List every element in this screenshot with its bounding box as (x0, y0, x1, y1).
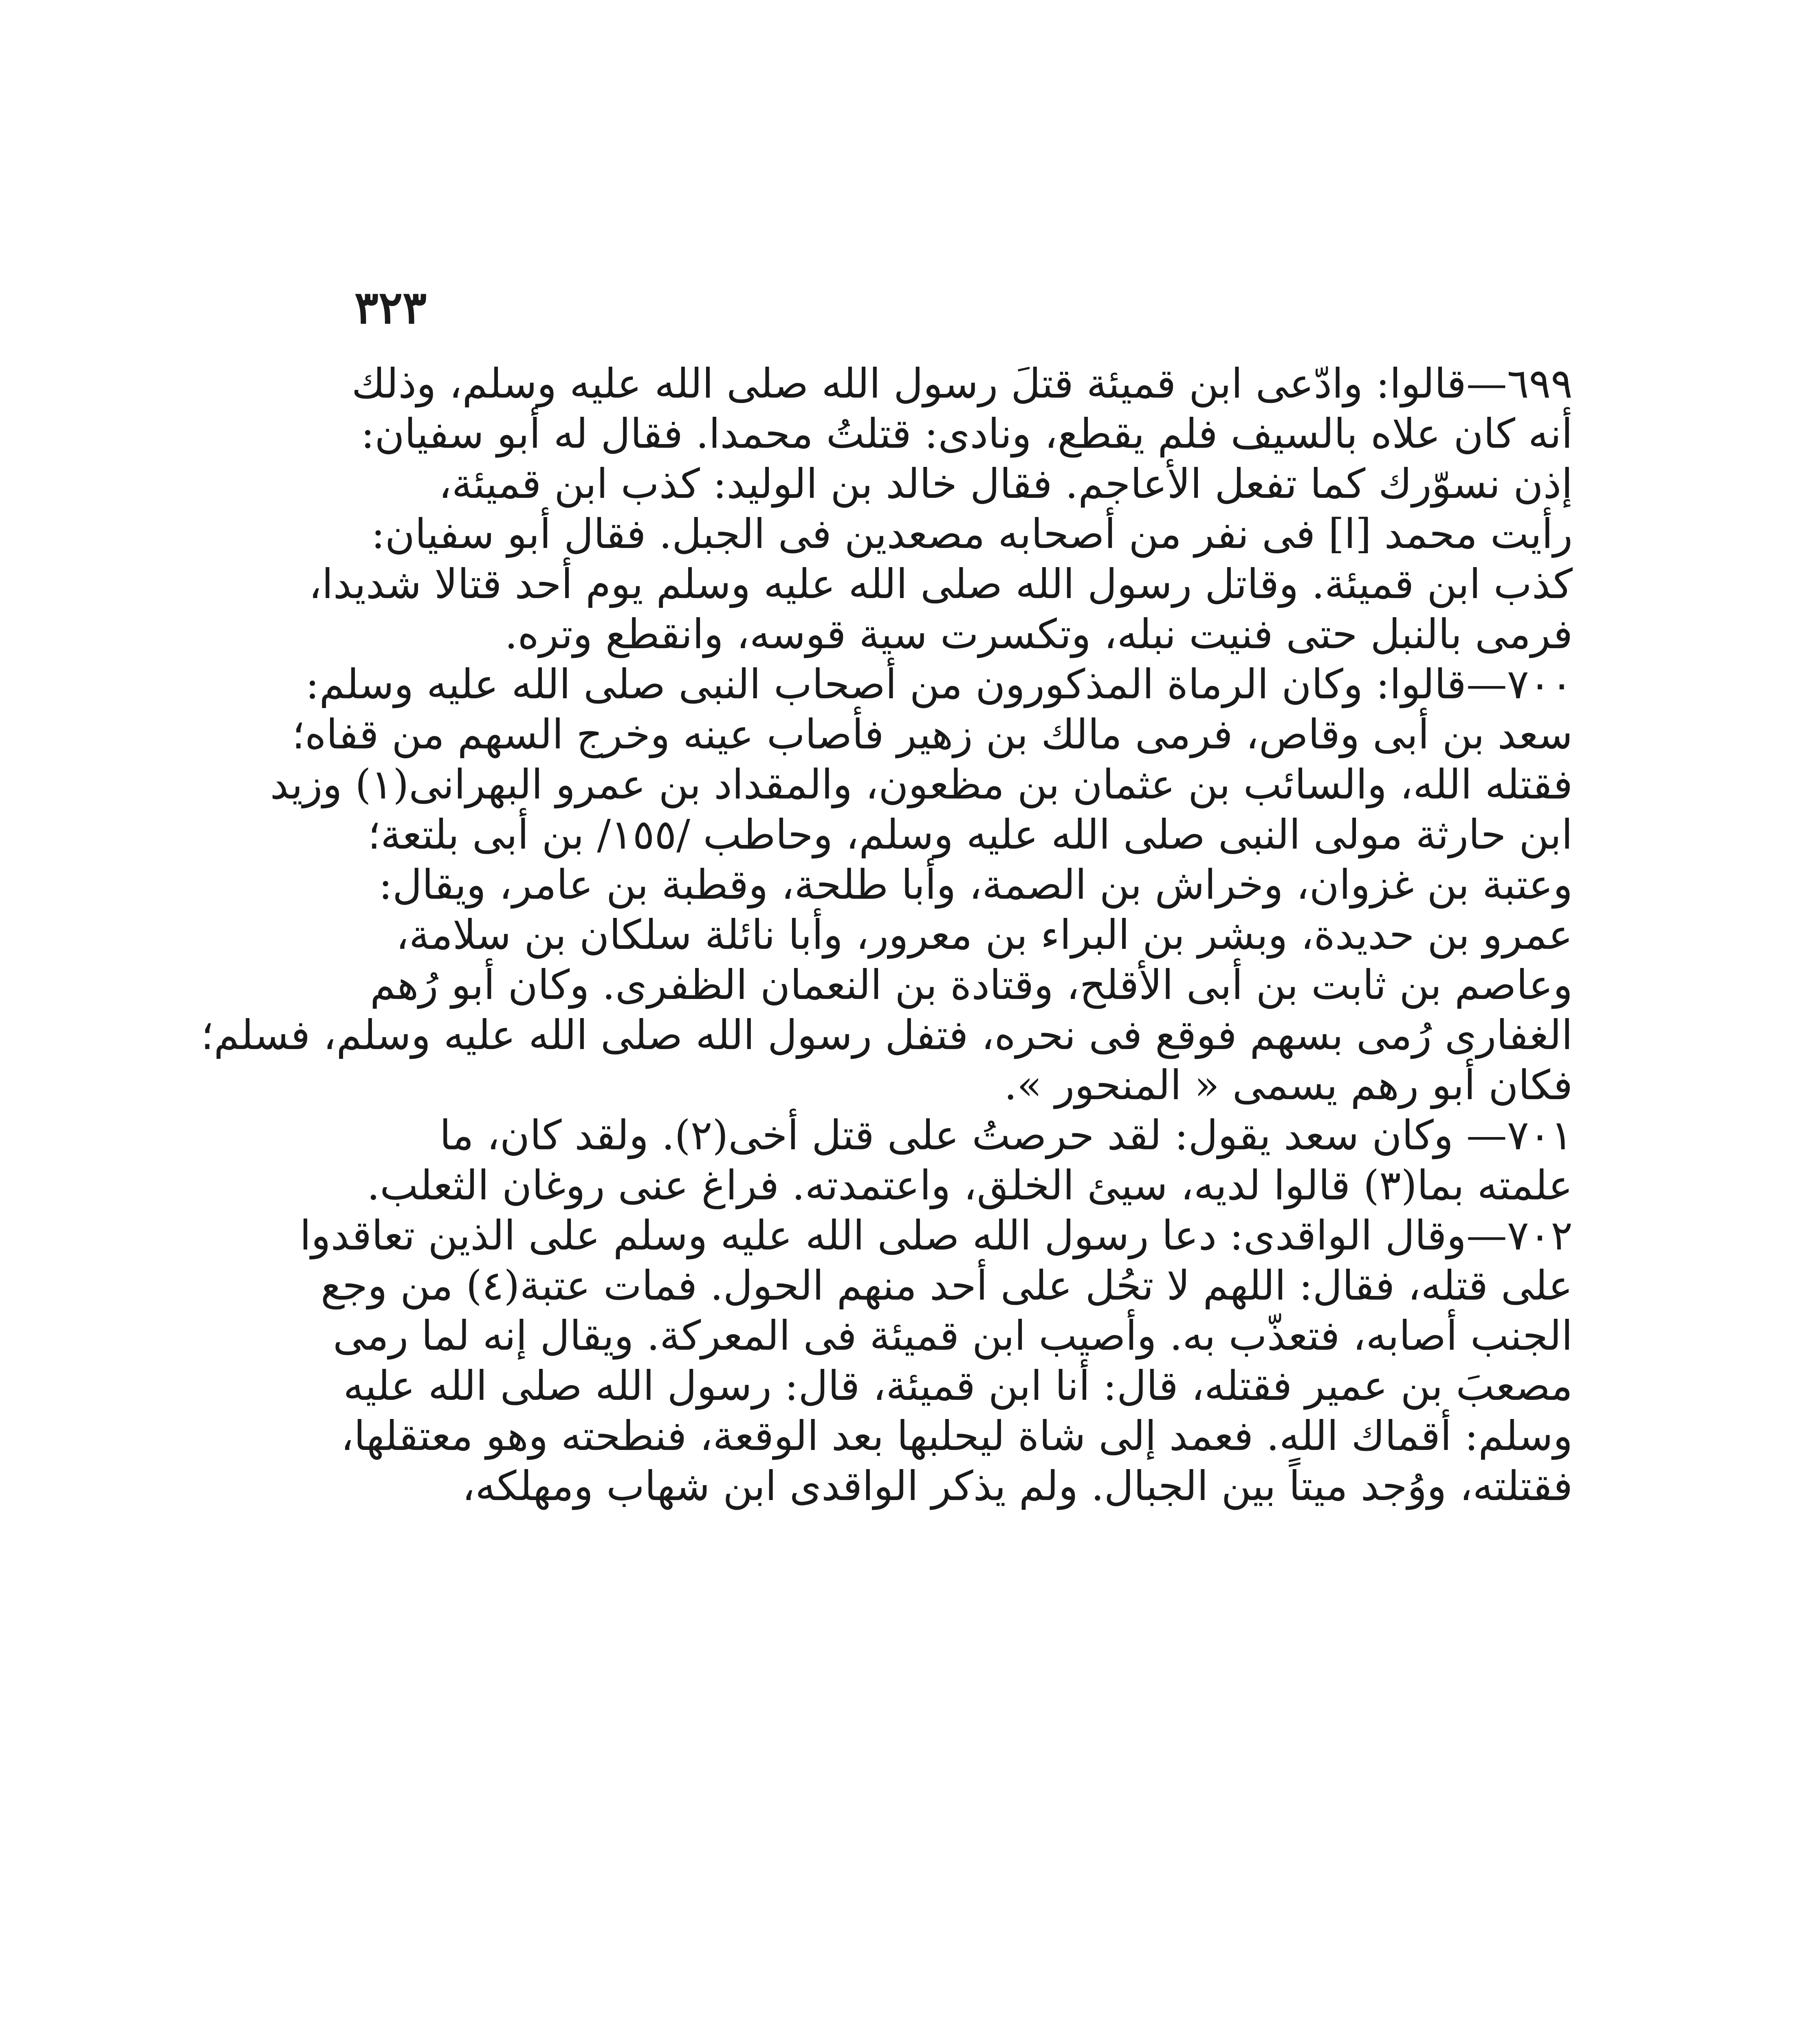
text-line: عمرو بن حديدة، وبشر بن البراء بن معرور، وأبا نائلة سلكان بن سلامة، (396, 911, 1573, 959)
text-line: ٦٩٩—قالوا: وادّعى ابن قميئة قتلَ رسول الله صلى الله عليه وسلم، وذلك (351, 360, 1573, 407)
text-line: ٧٠١— وكان سعد يقول: لقد حرصتُ على قتل أخى(٢). ولقد كان، ما (439, 1111, 1573, 1159)
text-line: ٧٠٢—وقال الواقدى: دعا رسول الله صلى الله عليه وسلم على الذين تعاقدوا (299, 1212, 1573, 1259)
text-line: فرمى بالنبل حتى فنيت نبله، وتكسرت سية قوسه، وانقطع وتره. (504, 610, 1573, 658)
main-text (200, 359, 1573, 1511)
text-line: سعد بن أبى وقاص، فرمى مالك بن زهير فأصاب عينه وخرج السهم من قفاه؛ (292, 711, 1573, 758)
text-line: كذب ابن قميئة. وقاتل رسول الله صلى الله عليه وسلم يوم أحد قتالا شديدا، (308, 560, 1573, 608)
text-line: على قتله، فقال: اللهم لا تحُل على أحد منهم الحول. فمات عتبة(٤) من وجع (321, 1262, 1573, 1309)
text-line: فقتله الله، والسائب بن عثمان بن مظعون، والمقداد بن عمرو البهرانى(١) وزيد (270, 761, 1573, 808)
text-line: الغفارى رُمى بسهم فوقع فى نحره، فتفل رسول الله صلى الله عليه وسلم، فسلم؛ (200, 1011, 1573, 1059)
text-line: الجنب أصابه، فتعذّب به. وأصيب ابن قميئة فى المعركة. ويقال إنه لما رمى (333, 1312, 1573, 1359)
text-line: وسلم: أقماك الله. فعمد إلى شاة ليحلبها بعد الوقعة، فنطحته وهو معتقلها، (341, 1412, 1573, 1460)
text-line: مصعبَ بن عمير فقتله، قال: أنا ابن قميئة، قال: رسول الله صلى الله عليه (343, 1362, 1573, 1410)
text-line: أنه كان علاه بالسيف فلم يقطع، ونادى: قتلتُ محمدا. فقال له أبو سفيان: (361, 410, 1573, 458)
page-number: ٣٢٣ (354, 281, 427, 334)
text-line: وعاصم بن ثابت بن أبى الأقلح، وقتادة بن النعمان الظفرى. وكان أبو رُهم (370, 961, 1573, 1009)
text-line: رأيت محمد [ا] فى نفر من أصحابه مصعدين فى الجبل. فقال أبو سفيان: (371, 510, 1573, 558)
text-line: فكان أبو رهم يسمى « المنحور ». (1004, 1061, 1573, 1109)
text-line: علمته بما(٣) قالوا لديه، سيئ الخلق، واعتمدته. فراغ عنى روغان الثعلب. (367, 1161, 1573, 1209)
text-line: إذن نسوّرك كما تفعل الأعاجم. فقال خالد بن الوليد: كذب ابن قميئة، (438, 460, 1573, 508)
text-line: فقتلته، ووُجد ميتاً بين الجبال. ولم يذكر الواقدى ابن شهاب ومهلكه، (462, 1462, 1573, 1510)
text-line: ٧٠٠—قالوا: وكان الرماة المذكورون من أصحاب النبى صلى الله عليه وسلم: (305, 660, 1573, 708)
text-line: ابن حارثة مولى النبى صلى الله عليه وسلم، وحاطب /١٥٥/ بن أبى بلتعة؛ (368, 811, 1573, 858)
text-line: وعتبة بن غزوان، وخراش بن الصمة، وأبا طلحة، وقطبة بن عامر، ويقال: (379, 861, 1573, 909)
